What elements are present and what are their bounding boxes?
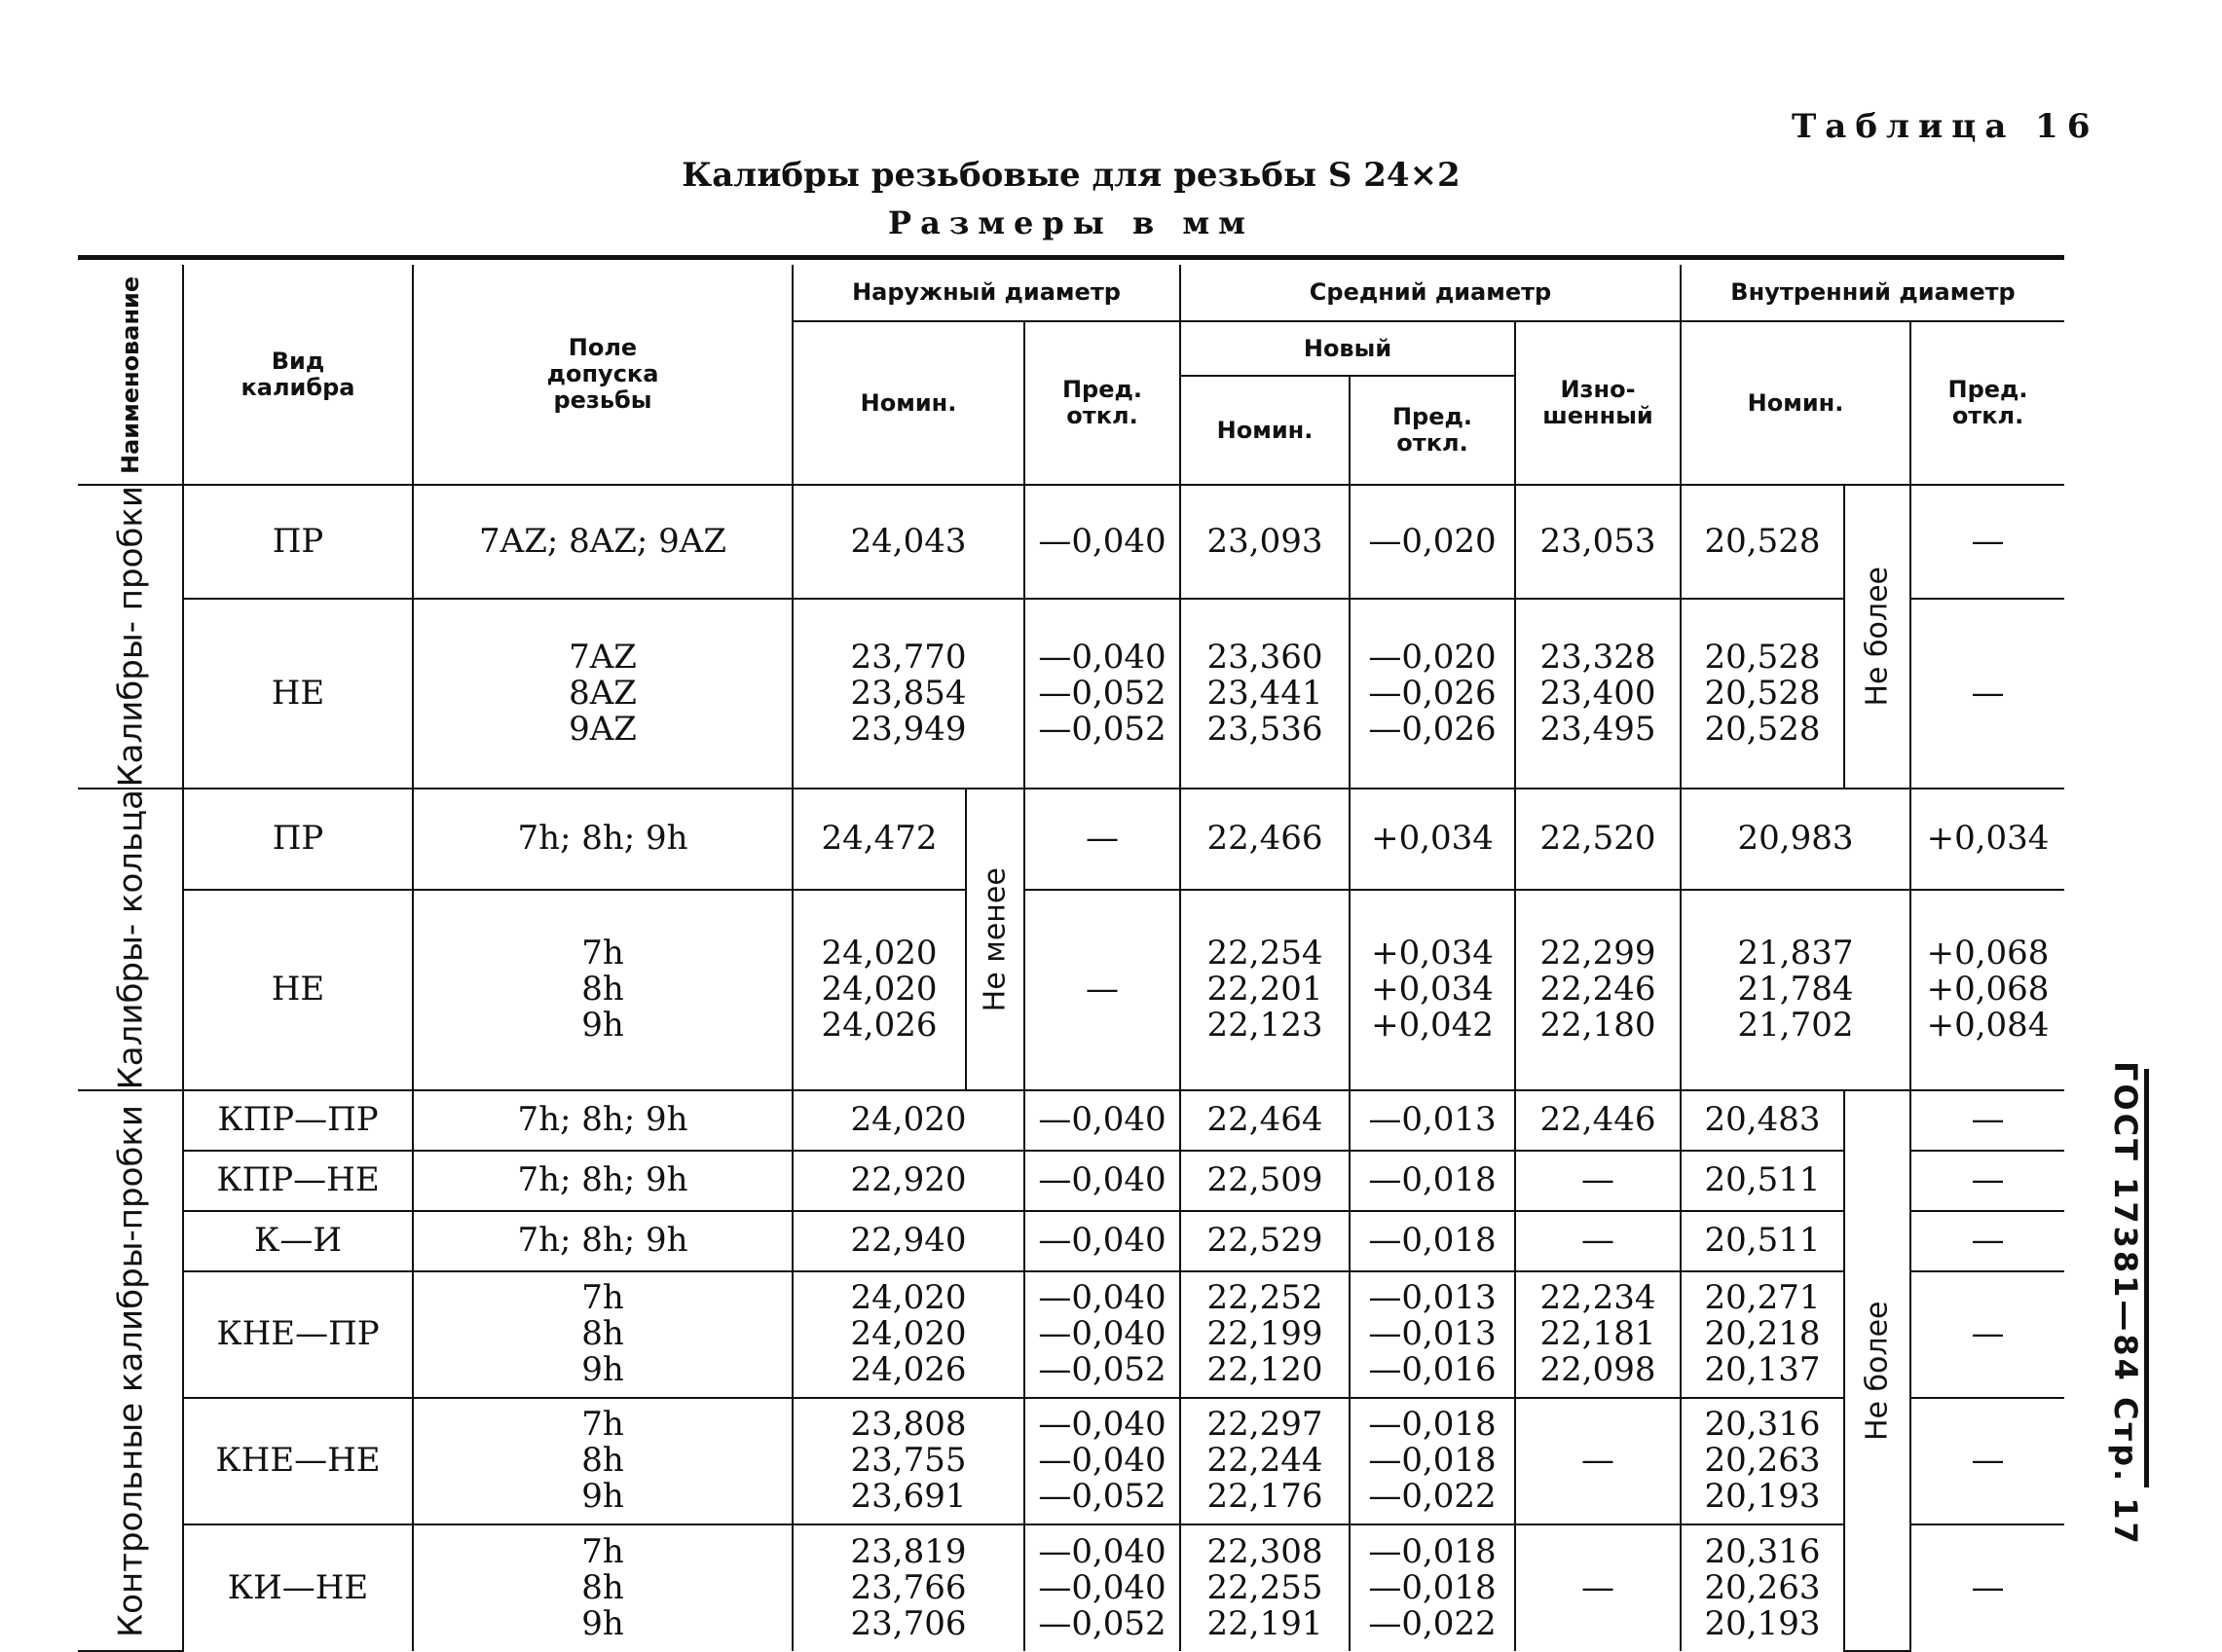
cell-worn: 23,328 23,400 23,495 <box>1515 599 1681 789</box>
cell-inner-nomin: 20,271 20,218 20,137 <box>1681 1271 1844 1398</box>
table-subtitle: Размеры в мм <box>888 204 1254 241</box>
table-row <box>78 890 2064 1090</box>
cell-inner-nomin: 20,483 <box>1681 1090 1844 1151</box>
note-ne-bolee: Не более <box>1844 485 1910 789</box>
cell-vid: НЕ <box>183 599 413 789</box>
cell-outer-pred: —0,040 <box>1024 1211 1180 1271</box>
header-novyi: Новый <box>1180 321 1515 376</box>
table-row <box>78 1211 2064 1271</box>
cell-outer-nomin: 23,770 23,854 23,949 <box>793 599 1024 789</box>
cell-mid-nomin: 22,308 22,255 22,191 <box>1180 1524 1350 1651</box>
cell-outer-pred: —0,040 —0,040 —0,052 <box>1024 1524 1180 1651</box>
table-body <box>78 265 2064 1651</box>
header-naimenovanie: Наименование <box>78 265 183 485</box>
cell-outer-nomin: 24,043 <box>793 485 1024 599</box>
cell-inner-nomin: 20,528 <box>1681 485 1844 599</box>
table-row <box>78 599 2064 789</box>
header-mid-diameter: Средний диаметр <box>1180 265 1681 321</box>
header-mid-pred: Пред. откл. <box>1350 376 1515 485</box>
cell-vid: КНЕ—ПР <box>183 1271 413 1398</box>
cell-inner-pred: — <box>1910 1524 2064 1651</box>
cell-mid-pred: —0,018 <box>1350 1151 1515 1211</box>
cell-pole: 7h; 8h; 9h <box>413 1151 793 1211</box>
cell-worn: 22,234 22,181 22,098 <box>1515 1271 1681 1398</box>
header-mid-nomin: Номин. <box>1180 376 1350 485</box>
cell-inner-nomin: 20,511 <box>1681 1151 1844 1211</box>
side-caption-rule <box>2144 1069 2149 1487</box>
cell-mid-pred: +0,034 <box>1350 789 1515 890</box>
cell-outer-nomin: 24,472 <box>793 789 966 890</box>
cell-inner-pred: — <box>1910 599 2064 789</box>
cell-vid: ПР <box>183 789 413 890</box>
cell-inner-pred: +0,068 +0,068 +0,084 <box>1910 890 2064 1090</box>
note-ne-menee: Не менее <box>966 789 1024 1090</box>
group-probki: Калибры- пробки <box>78 485 183 789</box>
cell-worn: 22,520 <box>1515 789 1681 890</box>
cell-mid-pred: —0,013 <box>1350 1090 1515 1151</box>
header-inner-nomin: Номин. <box>1681 321 1910 485</box>
group-koltsa: Калибры- кольца <box>78 789 183 1090</box>
cell-pole: 7h 8h 9h <box>413 1398 793 1524</box>
cell-mid-nomin: 23,360 23,441 23,536 <box>1180 599 1350 789</box>
cell-inner-pred: — <box>1910 1211 2064 1271</box>
cell-pole: 7AZ; 8AZ; 9AZ <box>413 485 793 599</box>
cell-vid: КПР—НЕ <box>183 1151 413 1211</box>
cell-outer-pred: —0,040 —0,040 —0,052 <box>1024 1271 1180 1398</box>
header-inner-pred: Пред. откл. <box>1910 321 2064 485</box>
table-row <box>78 485 2064 599</box>
cell-outer-pred: —0,040 —0,052 —0,052 <box>1024 599 1180 789</box>
cell-outer-pred: —0,040 <box>1024 1151 1180 1211</box>
cell-vid: ПР <box>183 485 413 599</box>
cell-outer-nomin: 23,819 23,766 23,706 <box>793 1524 1024 1651</box>
cell-inner-nomin: 20,316 20,263 20,193 <box>1681 1398 1844 1524</box>
cell-mid-pred: —0,018 —0,018 —0,022 <box>1350 1524 1515 1651</box>
table-top-rule <box>78 255 2064 260</box>
cell-mid-nomin: 22,297 22,244 22,176 <box>1180 1398 1350 1524</box>
cell-inner-pred: — <box>1910 1271 2064 1398</box>
cell-outer-pred: —0,040 —0,040 —0,052 <box>1024 1398 1180 1524</box>
cell-outer-nomin: 22,920 <box>793 1151 1024 1211</box>
cell-outer-nomin: 23,808 23,755 23,691 <box>793 1398 1024 1524</box>
cell-mid-nomin: 22,509 <box>1180 1151 1350 1211</box>
cell-pole: 7h; 8h; 9h <box>413 789 793 890</box>
side-caption <box>2101 1061 2156 1547</box>
header-inner-diameter: Внутренний диаметр <box>1681 265 2064 321</box>
cell-outer-pred: —0,040 <box>1024 485 1180 599</box>
header-outer-nomin: Номин. <box>793 321 1024 485</box>
gauge-table <box>78 265 2064 1652</box>
header-pole: Поле допуска резьбы <box>413 265 793 485</box>
table-title: Калибры резьбовые для резьбы S 24×2 <box>682 156 1461 195</box>
cell-mid-nomin: 22,254 22,201 22,123 <box>1180 890 1350 1090</box>
cell-mid-pred: —0,018 <box>1350 1211 1515 1271</box>
cell-mid-nomin: 22,529 <box>1180 1211 1350 1271</box>
cell-worn: — <box>1515 1524 1681 1651</box>
cell-vid: НЕ <box>183 890 413 1090</box>
table-row <box>78 1271 2064 1398</box>
cell-inner-pred: — <box>1910 1398 2064 1524</box>
cell-vid: К—И <box>183 1211 413 1271</box>
cell-mid-pred: —0,020 <box>1350 485 1515 599</box>
cell-worn: — <box>1515 1211 1681 1271</box>
cell-worn: 22,299 22,246 22,180 <box>1515 890 1681 1090</box>
cell-mid-nomin: 22,466 <box>1180 789 1350 890</box>
table-row <box>78 789 2064 890</box>
cell-outer-nomin: 24,020 24,020 24,026 <box>793 890 966 1090</box>
header-outer-pred: Пред. откл. <box>1024 321 1180 485</box>
cell-vid: КИ—НЕ <box>183 1524 413 1651</box>
cell-worn: — <box>1515 1151 1681 1211</box>
header-iznosh: Изно- шенный <box>1515 321 1681 485</box>
cell-vid: КНЕ—НЕ <box>183 1398 413 1524</box>
cell-inner-pred: — <box>1910 1090 2064 1151</box>
group-kontrol: Контрольные калибры-пробки <box>78 1090 183 1651</box>
table-row <box>78 1090 2064 1151</box>
cell-inner-nomin: 20,511 <box>1681 1211 1844 1271</box>
cell-pole: 7h 8h 9h <box>413 890 793 1090</box>
header-vid: Вид калибра <box>183 265 413 485</box>
cell-mid-nomin: 22,252 22,199 22,120 <box>1180 1271 1350 1398</box>
cell-pole: 7h 8h 9h <box>413 1524 793 1651</box>
table-row <box>78 1398 2064 1524</box>
cell-worn: 23,053 <box>1515 485 1681 599</box>
cell-pole: 7AZ 8AZ 9AZ <box>413 599 793 789</box>
side-caption-text: ГОСТ 17381—84 Стр. 17 <box>2107 1061 2144 1547</box>
cell-mid-pred: —0,018 —0,018 —0,022 <box>1350 1398 1515 1524</box>
cell-inner-pred: +0,034 <box>1910 789 2064 890</box>
cell-mid-nomin: 22,464 <box>1180 1090 1350 1151</box>
note-ne-bolee: Не более <box>1844 1090 1910 1651</box>
cell-outer-pred: — <box>1024 890 1180 1090</box>
cell-inner-nomin: 21,837 21,784 21,702 <box>1681 890 1910 1090</box>
cell-outer-pred: —0,040 <box>1024 1090 1180 1151</box>
cell-pole: 7h; 8h; 9h <box>413 1090 793 1151</box>
cell-inner-pred: — <box>1910 485 2064 599</box>
table-row <box>78 1524 2064 1651</box>
table-number: Таблица 16 <box>1792 107 2099 146</box>
cell-inner-nomin: 20,983 <box>1681 789 1910 890</box>
cell-mid-nomin: 23,093 <box>1180 485 1350 599</box>
cell-pole: 7h 8h 9h <box>413 1271 793 1398</box>
header-row <box>78 265 2064 321</box>
cell-worn: — <box>1515 1398 1681 1524</box>
cell-mid-pred: +0,034 +0,034 +0,042 <box>1350 890 1515 1090</box>
cell-outer-nomin: 24,020 24,020 24,026 <box>793 1271 1024 1398</box>
cell-inner-pred: — <box>1910 1151 2064 1211</box>
cell-outer-pred: — <box>1024 789 1180 890</box>
cell-inner-nomin: 20,316 20,263 20,193 <box>1681 1524 1844 1651</box>
cell-mid-pred: —0,020 —0,026 —0,026 <box>1350 599 1515 789</box>
table-row <box>78 1151 2064 1211</box>
cell-inner-nomin: 20,528 20,528 20,528 <box>1681 599 1844 789</box>
cell-mid-pred: —0,013 —0,013 —0,016 <box>1350 1271 1515 1398</box>
header-outer-diameter: Наружный диаметр <box>793 265 1180 321</box>
cell-pole: 7h; 8h; 9h <box>413 1211 793 1271</box>
cell-worn: 22,446 <box>1515 1090 1681 1151</box>
cell-vid: КПР—ПР <box>183 1090 413 1151</box>
cell-outer-nomin: 24,020 <box>793 1090 1024 1151</box>
cell-outer-nomin: 22,940 <box>793 1211 1024 1271</box>
